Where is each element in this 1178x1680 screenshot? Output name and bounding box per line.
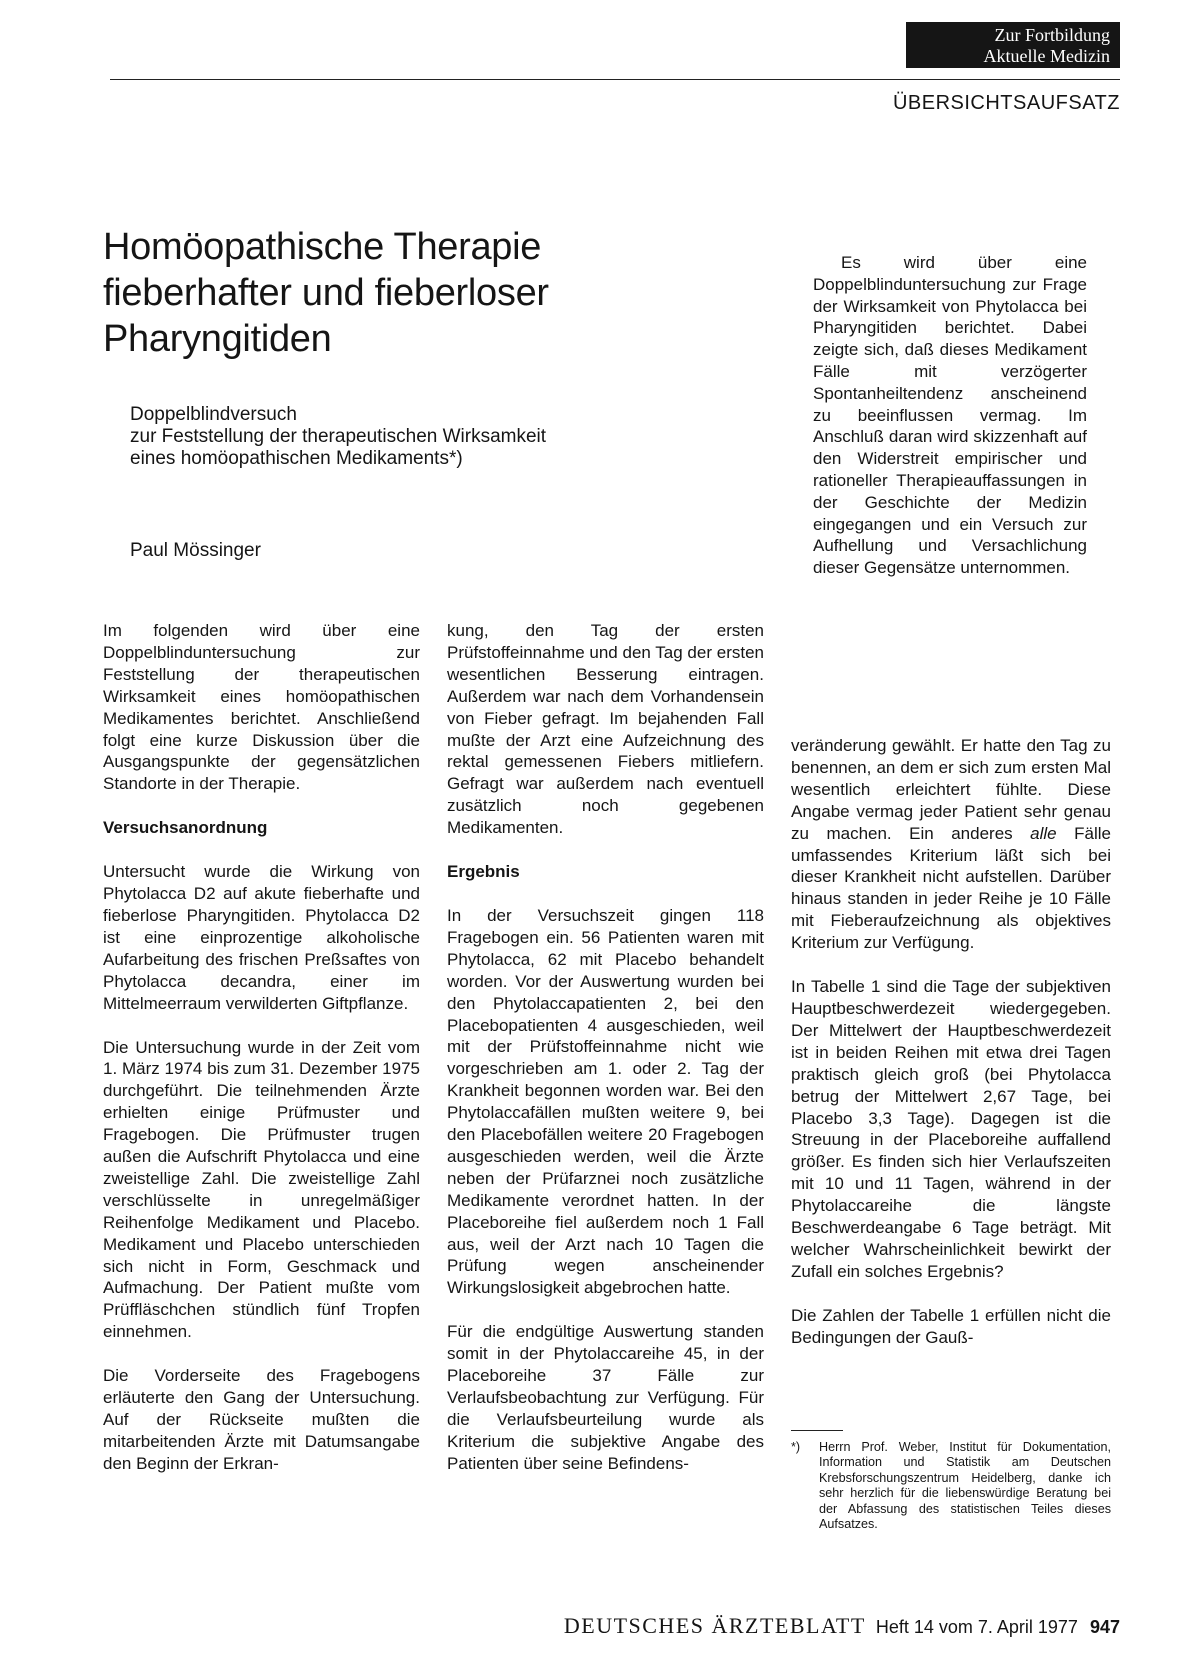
journal-name: DEUTSCHES ÄRZTEBLATT [563, 1613, 866, 1638]
page-number: 947 [1089, 1617, 1120, 1637]
paragraph: Untersucht wurde die Wirkung von Phytolacca D2 auf akute fieberhafte und fieberlose Pharyngitiden. Phytolacca D2 ist eine einprozentige alkoholische Aufarbeitung des frischen Preßsaftes von Phytolacca decandra, einer im Mittelmeerraum verwilderten Giftpflanze. [103, 862, 420, 1013]
paragraph [791, 735, 1111, 954]
section-label: ÜBERSICHTSAUFSATZ [892, 92, 1120, 114]
paragraph: Die Vorderseite des Fragebogens erläuterte den Gang der Untersuchung. Auf der Rückseite mußten die mitarbeitenden Ärzte mit Datumsangabe den Beginn der Erkran- [103, 1366, 420, 1473]
footnote-rule [791, 1430, 843, 1431]
rubric-badge [906, 22, 1120, 68]
body-column-2 [447, 620, 764, 1497]
footnote-text: Herrn Prof. Weber, Institut für Dokumentation, Information und Statistik am Deutschen Krebsforschungszentrum Heidelberg, danke ich sehr herzlich für die liebenswürdige Beratung bei der Abfassung des statistischen Teiles dieses Aufsatzes. [819, 1440, 1111, 1532]
article-subtitle [130, 404, 690, 470]
emphasis: alle [1030, 823, 1057, 843]
paragraph: Für die endgültige Auswertung standen somit in der Phytolaccareihe 45, in der Placeboreihe 37 Fälle zur Verlaufsbeobachtung zur Verfügung. Für die Verlaufsbeurteilung wurde als Kriterium die subjektive Angabe des Patienten über seine Befindens- [447, 1322, 764, 1473]
paragraph: Die Zahlen der Tabelle 1 erfüllen nicht die Bedingungen der Gauß- [791, 1305, 1111, 1347]
author-name: Paul Mössinger [130, 540, 261, 561]
footnote-mark: *) [791, 1440, 801, 1454]
body-column-1 [103, 620, 420, 1497]
section-heading-ergebnis: Ergebnis [447, 862, 520, 882]
page-footer [480, 1613, 1120, 1639]
intro-paragraph: Im folgenden wird über eine Doppelblinduntersuchung zur Feststellung der therapeutischen Wirksamkeit eines homöopathischen Medikamentes berichtet. Anschließend folgt eine kurze Diskussion über die Ausgangspunkte der gegensätzlichen Standorte in der Therapie. [103, 621, 420, 794]
header-rule [110, 79, 1120, 80]
issue-info: Heft 14 vom 7. April 1977 [875, 1617, 1078, 1637]
subtitle-line-2: zur Feststellung der therapeutischen Wirksamkeit [130, 426, 547, 447]
paragraph: In Tabelle 1 sind die Tage der subjektiven Hauptbeschwerdezeit wiedergegeben. Der Mittelwert der Hauptbeschwerdezeit ist in beiden Reihen mit etwa drei Tagen praktisch gleich groß (bei Phytolacca betrug der Mittelwert 2,67 Tage, bei Placebo 3,3 Tage). Dagegen ist die Streuung in der Placeboreihe auffallend größer. Es finden sich hier Verlaufszeiten mit 10 und 11 Tagen, während in der Phytolaccareihe die längste Beschwerdeangabe 6 Tage beträgt. Mit welcher Wahrscheinlichkeit bewirkt der Zufall ein solches Ergebnis? [791, 977, 1111, 1281]
body-column-3 [791, 735, 1111, 1371]
subtitle-line-3: eines homöopathischen Medikaments*) [130, 448, 463, 469]
paragraph: Die Untersuchung wurde in der Zeit vom 1. März 1974 bis zum 31. Dezember 1975 durchgeführt. Die teilnehmenden Ärzte erhielten einige Prüfmuster und Fragebogen. Die Prüfmuster trugen außen die Aufschrift Phytolacca und eine zweistellige Zahl. Die zweistellige Zahl verschlüsselte in unregelmäßiger Reihenfolge Medikament und Placebo. Medikament und Placebo unterschieden sich nicht in Form, Geschmack und Aufmachung. Der Patient mußte vom Prüffläschchen stündlich fünf Tropfen einnehmen. [103, 1037, 420, 1342]
paragraph: In der Versuchszeit gingen 118 Fragebogen ein. 56 Patienten waren mit Phytolacca, 62 mit Placebo behandelt worden. Vor der Auswertung wurden bei den Phytolaccapatienten 2, bei den Placebopatienten 4 ausgeschieden, weil mit der Prüfstoffeinnahme nicht wie vorgeschrieben am 1. oder 2. Tag der Krankheit begonnen worden war. Bei den Phytolaccafällen mußten weitere 9, bei den Placebofällen weitere 20 Fragebogen ausgeschieden werden, weil die Ärzte neben der Prüfarznei noch zusätzliche Medikamente verordnet hatten. In der Placeboreihe fiel außerdem noch 1 Fall aus, weil der Arzt nach 10 Tagen die Prüfung wegen anscheinender Wirkungslosigkeit abgebrochen hatte. [447, 905, 764, 1298]
footnote [791, 1440, 1111, 1532]
text-run: Fälle umfassendes Kriterium läßt sich bei dieser Krankheit nicht aufstellen. Darüber hinaus standen in jeder Reihe je 10 Fälle mit Fieberaufzeichnung als objektives Kriterium zur Verfügung. [791, 823, 1111, 953]
paragraph: kung, den Tag der ersten Prüfstoffeinnahme und den Tag der ersten wesentlichen Besserung eintragen. Außerdem war nach dem Vorhandensein von Fieber gefragt. Im bejahenden Fall mußte der Arzt eine Aufzeichnung des rektal gemessenen Fiebers mitliefern. Gefragt war außerdem nach eventuell zusätzlich noch gegebenen Medikamenten. [447, 621, 764, 838]
subtitle-line-1: Doppelblindversuch [130, 404, 297, 425]
section-heading-versuchsanordnung: Versuchsanordnung [103, 818, 268, 838]
text-run: veränderung gewählt. Er hatte den Tag zu benennen, an dem er sich zum ersten Mal wesentlich erleichtert fühlte. Diese Angabe vermag jeder Patient sehr genau zu machen. Ein anderes [791, 736, 1111, 843]
rubric-line-1: Zur Fortbildung [994, 25, 1110, 45]
rubric-line-2: Aktuelle Medizin [983, 46, 1110, 66]
article-title: Homöopathische Therapie fieberhafter und fieberloser Pharyngitiden [103, 226, 549, 360]
abstract: Es wird über eine Doppelblinduntersuchung zur Frage der Wirksamkeit von Phytolacca bei Pharyngitiden berichtet. Dabei zeigte sich, daß dieses Medikament Fälle mit verzögerter Spontanheiltendenz anscheinend zu beeinflussen vermag. Im Anschluß daran wird skizzenhaft auf den Widerstreit empirischer und rationeller Therapieauffassungen in der Geschichte der Medizin eingegangen und ein Versuch zur Aufhellung und Versachlichung dieser Gegensätze unternommen. [813, 253, 1087, 578]
